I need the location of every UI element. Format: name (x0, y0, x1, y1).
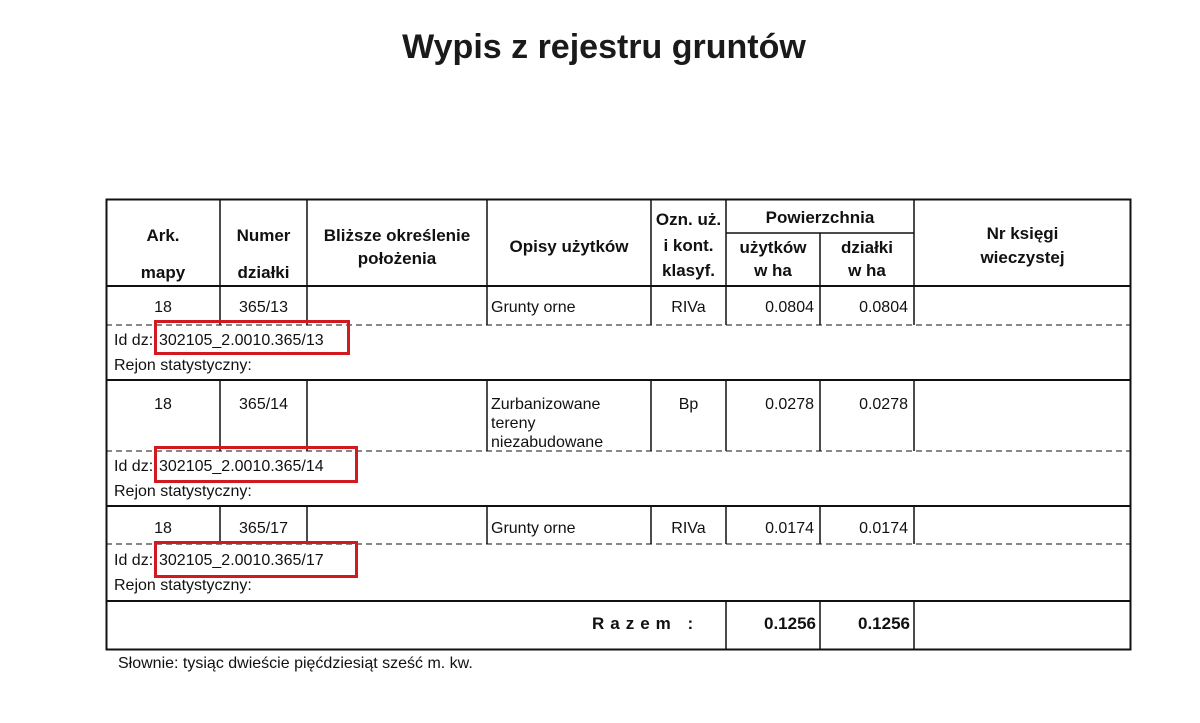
header-mapy: mapy (140, 263, 186, 282)
cell-dzialki: 0.0804 (859, 299, 908, 316)
id-label: Id dz: (114, 458, 154, 475)
header-ark: Ark. (146, 226, 180, 245)
cell-dzialki: 0.0174 (859, 520, 908, 537)
razem-dzialki: 0.1256 (858, 614, 910, 633)
cell-ark: 18 (154, 299, 172, 316)
header-klasyf: klasyf. (662, 261, 715, 280)
cell-opis-line3: niezabudowane (491, 434, 604, 451)
cell-numer: 365/14 (239, 396, 288, 413)
cell-ozn: Bp (678, 396, 699, 413)
cell-ozn: RIVa (671, 299, 706, 316)
document-title: Wypis z rejestru gruntów (402, 28, 806, 66)
cell-numer: 365/17 (239, 520, 288, 537)
razem-label: Razem : (592, 614, 700, 633)
cell-numer: 365/13 (239, 299, 288, 316)
header-dzialki-ha: w ha (848, 261, 886, 280)
header-ozn: Ozn. uż. (655, 210, 722, 229)
parcel-id: 302105_2.0010.365/14 (159, 458, 324, 475)
highlight-box (154, 446, 358, 483)
cell-uzytkow: 0.0278 (765, 396, 814, 413)
cell-opis: Grunty orne (491, 299, 576, 316)
cell-dzialki: 0.0278 (859, 396, 908, 413)
rejon-label: Rejon statystyczny: (114, 357, 252, 374)
header-numer: Numer (236, 226, 291, 245)
cell-uzytkow: 0.0174 (765, 520, 814, 537)
parcel-id: 302105_2.0010.365/13 (159, 332, 324, 349)
rejon-label: Rejon statystyczny: (114, 483, 252, 500)
highlight-box (154, 541, 358, 578)
id-label: Id dz: (114, 552, 154, 569)
cell-ark: 18 (154, 396, 172, 413)
cell-opis-line2: tereny (491, 415, 536, 432)
header-uzytkow-ha: w ha (754, 261, 792, 280)
id-label: Id dz: (114, 332, 154, 349)
razem-uzytkow: 0.1256 (764, 614, 816, 633)
header-blizsze: Bliższe określenie (323, 226, 471, 245)
cell-ozn: RIVa (671, 520, 706, 537)
parcel-id: 302105_2.0010.365/17 (159, 552, 324, 569)
header-dzialki-area: działki (841, 238, 893, 257)
cell-uzytkow: 0.0804 (765, 299, 814, 316)
area-in-words: Słownie: tysiąc dwieście pięćdziesiąt sześć m. kw. (118, 655, 473, 672)
header-dzialki: działki (237, 263, 290, 282)
header-uzytkow: użytków (739, 238, 807, 257)
cell-opis: Zurbanizowane (491, 396, 601, 413)
cell-ark: 18 (154, 520, 172, 537)
header-ksiega: Nr księgi (986, 224, 1059, 243)
highlight-box (154, 320, 350, 355)
header-powierzchnia: Powierzchnia (765, 208, 875, 227)
cell-opis: Grunty orne (491, 520, 576, 537)
header-wieczystej: wieczystej (980, 248, 1065, 267)
header-opisy: Opisy użytków (509, 237, 629, 256)
header-polozenia: położenia (357, 249, 437, 268)
rejon-label: Rejon statystyczny: (114, 577, 252, 594)
header-kont: i kont. (663, 236, 714, 255)
